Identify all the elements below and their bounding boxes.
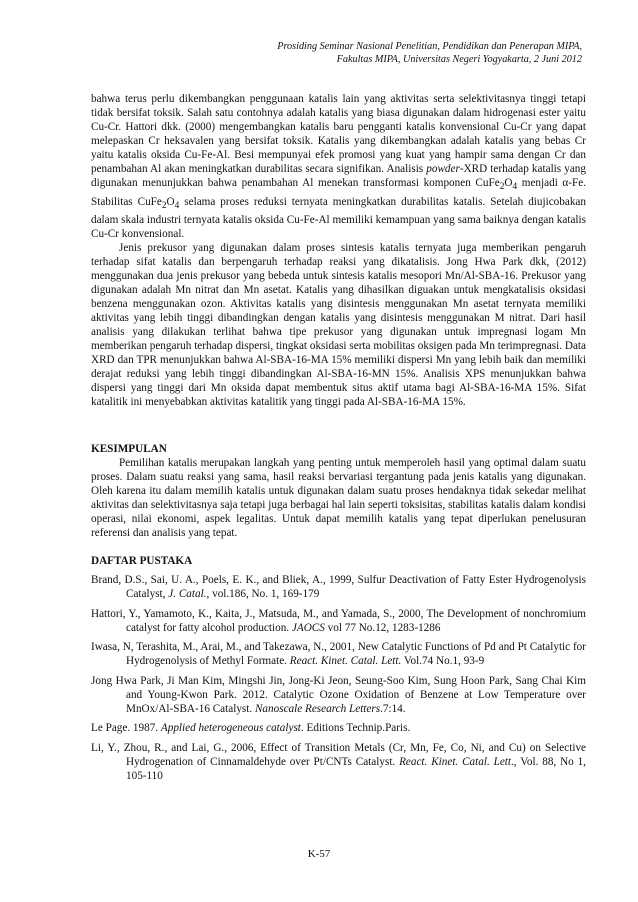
subscript: 4 — [512, 182, 518, 193]
reference-item — [91, 741, 586, 783]
reference-source: React. Kinet. Catal. Lett — [399, 756, 511, 769]
paragraph-1-part-e: O — [166, 195, 175, 208]
conclusion-section — [91, 442, 586, 540]
reference-item — [91, 640, 586, 668]
reference-item — [91, 674, 586, 716]
subscript: 4 — [174, 200, 180, 211]
reference-item — [91, 607, 586, 635]
body-text — [91, 92, 586, 410]
reference-text: Li, Y., Zhou, R., and Lai, G., 2006, Effect of Transition Metals (Cr, Mn, Fe, Co, Ni, and Cu) on Selective Hydrogenation of Cinnamaldehyde over Pt/CNTs Catalyst. — [91, 742, 586, 769]
running-header — [182, 40, 582, 66]
header-line-1: Prosiding Seminar Nasional Penelitian, Pendidikan dan Penerapan MIPA, — [277, 41, 582, 52]
reference-details: . Editions Technip.Paris. — [300, 722, 411, 735]
paragraph-2: Jenis prekusor yang digunakan dalam proses sintesis katalis ternyata juga memberikan pengaruh terhadap sifat katalis dan berpengaruh terhadap reaksi yang dikatalisis. Jong Hwa Park dkk, (2012) menggunakan dua jenis prekusor yang bebeda untuk sintesis katalis mesopori Mn/Al-SBA-16. Prekusor yang digunakan adalah Mn nitrat dan Mn asetat. Katalis yang dihasilkan diguakan untuk mengkatalisis oksidasi benzena menggunakan ozon. Aktivitas katalis yang disintesis menggunakan Mn asetat ternyata memiliki aktivitas yang lebih tinggi dibandingkan dengan katalis yang disintesis menggunakan M nitrat. Dari hasil analisis yang dilakukan terlihat bahwa tipe prekusor yang digunakan untuk impregnasi logam Mn memberikan pengaruh terhadap dispersi, tingkat oksidasi serta mobilitas oksigen pada Mn terimpregnasi. Data XRD dan TPR menunjukkan bahwa Al-SBA-16-MA 15% memiliki dispersi Mn yang lebih baik dan memiliki derajat reduksi yang lebih tinggi dibandingkan Al-SBA-16-MN 15%. Analisis XPS menunjukkan bahwa dispersi yang tinggi dari Mn oksida dapat membentuk situs aktif utama bagi Al-SBA-16-MA 15%. Sifat katalitik ini menyebabkan aktivitas katalitik yang tinggi pada Al-SBA-16-MA 15%. — [91, 241, 586, 409]
paragraph-1-part-a: bahwa terus perlu dikembangkan penggunaan katalis lain yang aktivitas serta selektivitasnya tinggi tetapi tidak bersifat toksik. Salah satu contohnya adalah katalis yang biasa digunakan dalam hidrogenasi ester yaitu Cu-Cr. Hattori dkk. (2000) mengembangkan katalis baru pengganti katalis konvensional Cu-Cr yang dapat melepaskan Cr heksavalen yang bersifat toksik. Katalis yang dikembangkan adalah katalis yang bebas Cr yaitu katalis oksida Cu-Fe-Al. Besi mempunyai efek promosi yang kuat yang hampir sama dengan Cr dan penambahan Al akan meningkatkan durabilitas secara signifikan. Analisis — [91, 93, 586, 176]
powder-term: powder — [426, 163, 460, 176]
reference-details: vol 77 No.12, 1283-1286 — [324, 621, 441, 634]
subscript: 2 — [161, 200, 167, 211]
reference-source: J. Catal. — [168, 588, 207, 601]
reference-source: Applied heterogeneous catalyst — [160, 722, 301, 735]
subscript: 2 — [499, 182, 505, 193]
paragraph-1-part-d: menjadi α-Fe. Stabilitas CuFe — [91, 177, 587, 208]
paragraph-1-part-b: -XRD terhadap katalis yang digunakan menunjukkan bahwa penambahan Al menekan transformasi komponen CuFe — [91, 163, 586, 190]
reference-text: Jong Hwa Park, Ji Man Kim, Mingshi Jin, Jong-Ki Jeon, Seung-Soo Kim, Sung Hoon Park, Sang Chai Kim and Young-Kwon Park. 2012. Catalytic Ozone Oxidation of Benzene at Low Temperature over MnOx/Al-SBA-16 Catalyst. — [91, 674, 586, 715]
reference-source: Nanoscale Research Letters — [254, 702, 381, 715]
references-heading: DAFTAR PUSTAKA — [91, 555, 193, 567]
references-section — [91, 554, 586, 789]
conclusion-text: Pemilihan katalis merupakan langkah yang penting untuk memperoleh hasil yang optimal dalam suatu proses. Dalam suatu reaksi yang sama, hasil reaksi bervariasi tergantung pada jenis katalis yang digunakan. Oleh karena itu dalam memilih katalis untuk digunakan dalam suatu proses hendaknya tidak sekedar melihat aktivitas dan selektivitasnya saja tetapi juga berbagai hal lain seperti toksisitas, stabilitas katalis dalam kondisi operasi, nilai ekonomi, aspek legalitas. Untuk dapat memilih katalis yang tepat diperlukan penelusuran referensi dan analisis yang tepat. — [91, 457, 586, 540]
reference-text: Brand, D.S., Sai, U. A., Poels, E. K., and Bliek, A., 1999, Sulfur Deactivation of Fatty Ester Hydrogenolysis Catalyst, — [91, 574, 586, 601]
reference-item — [91, 721, 586, 735]
reference-details: , vol.186, No. 1, 169-179 — [206, 588, 320, 601]
paragraph-1 — [91, 92, 586, 241]
reference-source: JAOCS — [291, 621, 325, 634]
reference-source: React. Kinet. Catal. Lett. — [289, 655, 402, 668]
reference-details: Vol.74 No.1, 93-9 — [401, 655, 485, 668]
reference-text: Iwasa, N, Terashita, M., Arai, M., and Takezawa, N., 2001, New Catalytic Functions of Pd and Pt Catalytic for Hydrogenolysis of Methyl Formate. — [91, 641, 586, 668]
page-number: K-57 — [307, 848, 331, 860]
header-line-2: Fakultas MIPA, Universitas Negeri Yogyakarta, 2 Juni 2012 — [336, 54, 582, 65]
reference-details: .7:14. — [380, 702, 406, 715]
reference-item — [91, 573, 586, 601]
reference-text: Le Page. 1987. — [91, 722, 161, 735]
reference-details: ., Vol. 88, No 1, 105-110 — [126, 756, 586, 783]
reference-text: Hattori, Y., Yamamoto, K., Kaita, J., Matsuda, M., and Yamada, S., 2000, The Development of nonchromium catalyst for fatty alcohol production. — [91, 607, 586, 634]
paragraph-1-part-f: selama proses reduksi ternyata meningkatkan durabilitas katalis. Setelah diujicobakan dalam skala industri ternyata katalis oksida Cu-Fe-Al memiliki kemampuan yang sama baiknya dengan katalis Cu-Cr konvensional. — [91, 195, 586, 240]
paragraph-1-part-c: O — [504, 177, 513, 190]
conclusion-heading: KESIMPULAN — [91, 443, 167, 455]
